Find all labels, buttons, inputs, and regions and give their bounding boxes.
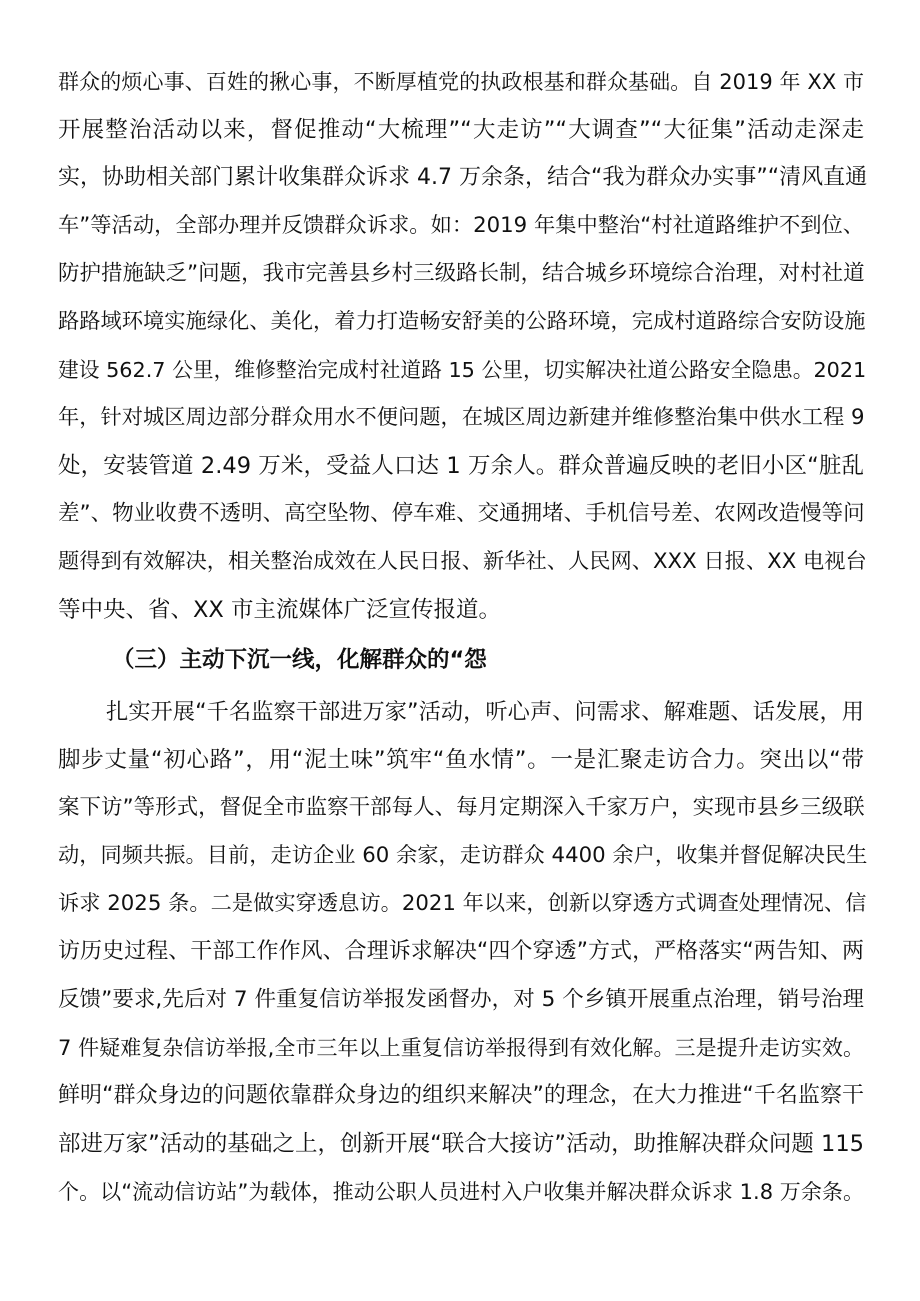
- paragraph-1-line-7: 建设 562.7 公里，维修整治完成村社道路 15 公里，切实解决社道公路安全隐患。2021: [58, 358, 867, 382]
- paragraph-1-line-12: 等中央、省、XX 市主流媒体广泛宣传报道。: [58, 597, 501, 623]
- paragraph-2-line-7: 反馈”要求,先后对 7 件重复信访举报发函督办，对 5 个乡镇开展重点治理，销号治理: [58, 987, 864, 1012]
- paragraph-2-line-3: 案下访”等形式，督促全市监察干部每人、每月定期深入千家万户，实现市县乡三级联: [58, 795, 865, 820]
- paragraph-2-line-4: 动，同频共振。目前，走访企业 60 余家，走访群众 4400 余户，收集并督促解决民生: [58, 843, 868, 868]
- paragraph-2-line-8: 7 件疑难复杂信访举报,全市三年以上重复信访举报得到有效化解。三是提升走访实效。: [58, 1036, 864, 1060]
- paragraph-1-line-9: 处，安装管道 2.49 万米，受益人口达 1 万余人。群众普遍反映的老旧小区“脏乱: [58, 453, 864, 479]
- paragraph-1-line-1: 群众的烦心事、百姓的揪心事，不断厚植党的执政根基和群众基础。自 2019 年 XX 市: [58, 70, 864, 94]
- section-heading: （三）主动下沉一线，化解群众的“怨: [112, 647, 487, 673]
- paragraph-1-line-5: 防护措施缺乏”问题，我市完善县乡村三级路长制，结合城乡环境综合治理，对村社道: [58, 261, 865, 286]
- paragraph-2-line-9: 鲜明“群众身边的问题依靠群众身边的组织来解决”的理念，在大力推进“千名监察干: [58, 1083, 864, 1108]
- paragraph-1-line-2: 开展整治活动以来，督促推动“大梳理”“大走访”“大调查”“大征集”活动走深走: [58, 117, 864, 143]
- paragraph-1-line-6: 路路域环境实施绿化、美化，着力打造畅安舒美的公路环境，完成村道路综合安防设施: [58, 309, 866, 334]
- paragraph-1-line-3: 实，协助相关部门累计收集群众诉求 4.7 万余条，结合“我为群众办实事”“清风直通: [58, 165, 868, 190]
- paragraph-2-line-11: 个。以“流动信访站”为载体，推动公职人员进村入户收集并解决群众诉求 1.8 万余条。: [58, 1180, 864, 1204]
- paragraph-2-line-1: 扎实开展“千名监察干部进万家”活动，听心声、问需求、解难题、话发展，用: [106, 699, 864, 725]
- paragraph-2-line-10: 部进万家”活动的基础之上，创新开展“联合大接访”活动，助推解决群众问题 115: [58, 1131, 864, 1157]
- paragraph-1-line-8: 年，针对城区周边部分群众用水不便问题，在城区周边新建并维修整治集中供水工程 9: [58, 405, 865, 430]
- paragraph-2-line-5: 诉求 2025 条。二是做实穿透息访。2021 年以来，创新以穿透方式调查处理情况、信: [58, 891, 867, 916]
- paragraph-1-line-11: 题得到有效解决，相关整治成效在人民日报、新华社、人民网、XXX 日报、XX 电视台: [58, 549, 867, 574]
- paragraph-2-line-2: 脚步丈量“初心路”，用“泥土味”筑牢“鱼水情”。一是汇聚走访合力。突出以“带: [58, 747, 864, 773]
- paragraph-1-line-4: 车”等活动，全部办理并反馈群众诉求。如：2019 年集中整治“村社道路维护不到位、: [58, 213, 864, 238]
- paragraph-2-line-6: 访历史过程、干部工作作风、合理诉求解决“四个穿透”方式，严格落实“两告知、两: [58, 939, 864, 964]
- paragraph-1-line-10: 差”、物业收费不透明、高空坠物、停车难、交通拥堵、手机信号差、农网改造慢等问: [58, 501, 865, 526]
